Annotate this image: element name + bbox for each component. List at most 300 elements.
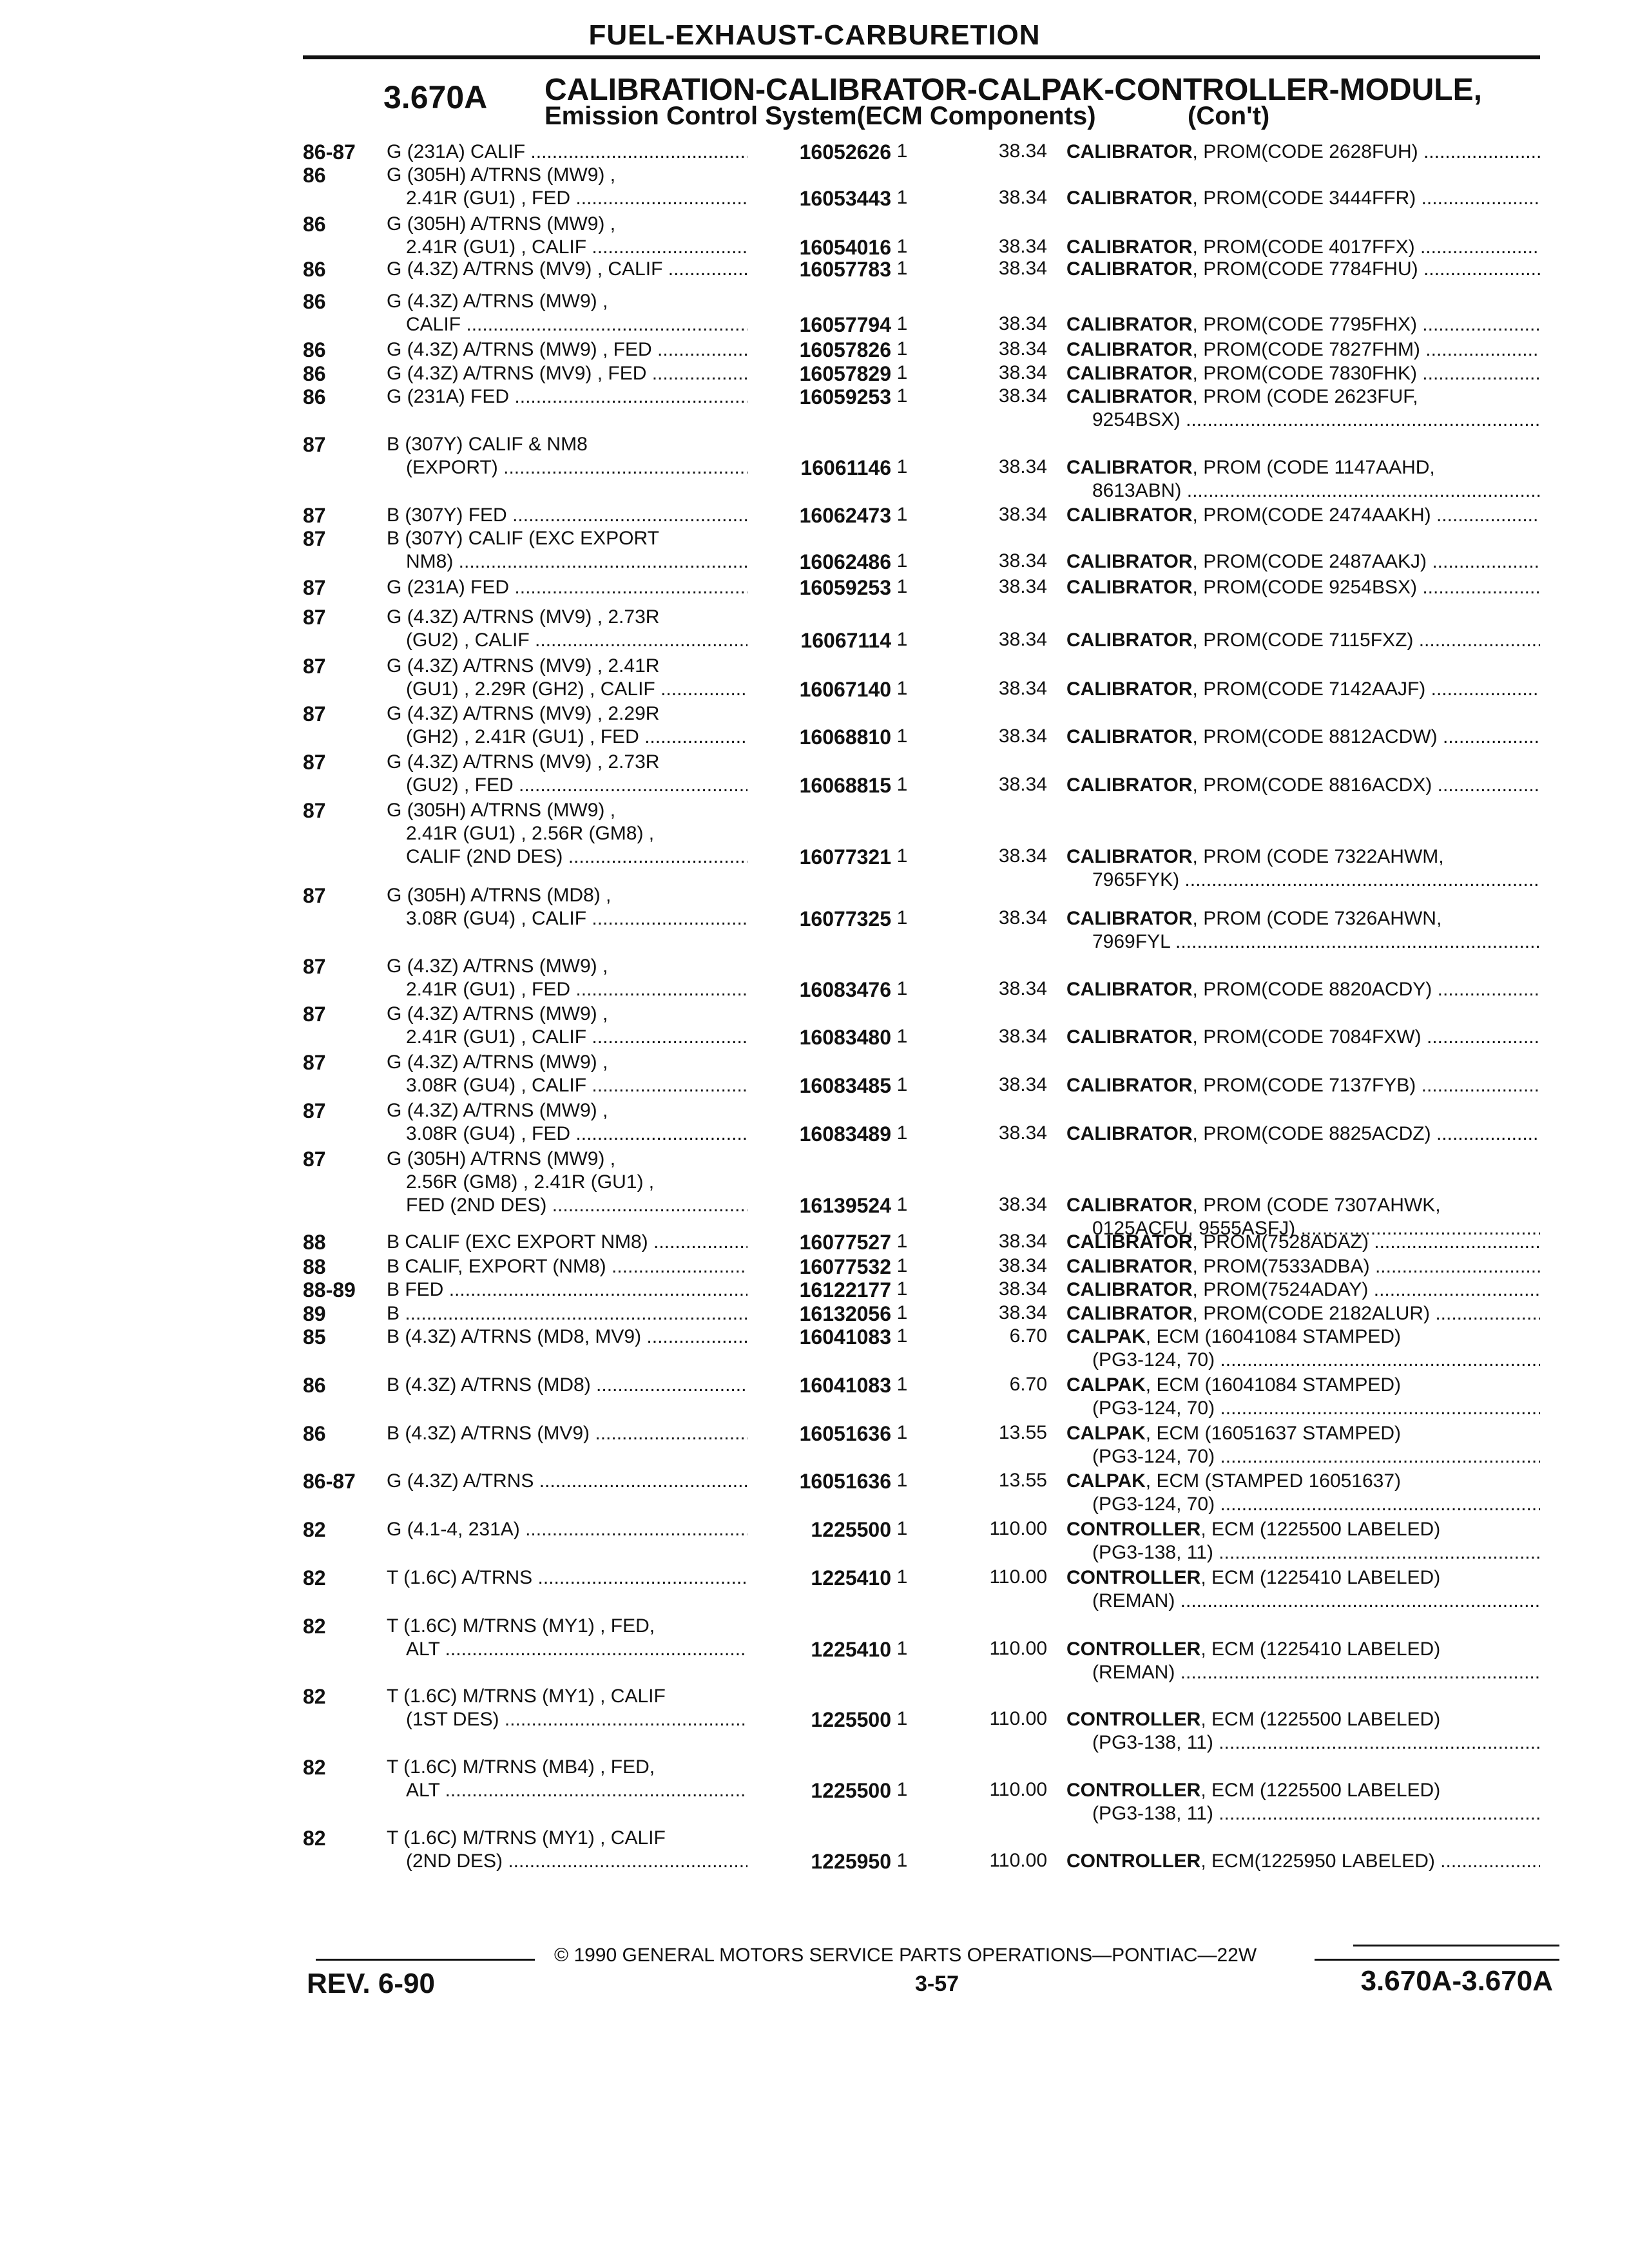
part-number: 16051636: [799, 1470, 891, 1493]
part-name-line: (PG3-138, 11) .....: [1066, 1541, 1540, 1564]
model-year: 86: [303, 164, 326, 187]
part-name: [1066, 678, 1540, 701]
application-description: [387, 1325, 747, 1349]
description-line: ALT .....: [387, 1638, 747, 1661]
part-name: [1066, 362, 1540, 385]
part-name-line: CALPAK, ECM (16051637 STAMPED): [1066, 1423, 1402, 1444]
part-number: 16053443: [799, 187, 891, 210]
quantity: 1: [896, 1638, 908, 1659]
description-line: G (231A) FED .....: [387, 576, 747, 599]
model-year: 86: [303, 213, 326, 236]
part-name: [1066, 1255, 1540, 1278]
model-year: 86: [303, 258, 326, 281]
model-year: 87: [303, 955, 326, 978]
model-year: 82: [303, 1566, 326, 1590]
description-line: 2.41R (GU1) , CALIF .....: [387, 1026, 747, 1049]
description-line: 2.41R (GU1) , 2.56R (GM8) ,: [406, 823, 655, 844]
application-description: [387, 955, 747, 1001]
description-line: G (305H) A/TRNS (MW9) ,: [387, 1148, 616, 1169]
description-line: G (4.3Z) A/TRNS (MV9) , 2.73R: [387, 751, 660, 773]
part-name: [1066, 629, 1540, 652]
part-number: 16052626: [799, 140, 891, 164]
quantity: 1: [896, 1026, 908, 1047]
part-name-line: (REMAN) .....: [1066, 1661, 1540, 1684]
description-line: G (231A) FED .....: [387, 385, 747, 408]
part-name-line: (REMAN) .....: [1066, 1590, 1540, 1613]
part-name-line: CONTROLLER, ECM (1225500 LABELED): [1066, 1780, 1441, 1801]
description-line: G (4.1-4, 231A) .....: [387, 1518, 747, 1541]
application-description: [387, 258, 747, 281]
price: 110.00: [989, 1638, 1047, 1659]
part-name-bold: CALIBRATOR: [1066, 774, 1193, 796]
section-number: 3.670A: [383, 79, 488, 115]
price: 38.34: [998, 1231, 1047, 1252]
part-name-line: CALIBRATOR, PROM(CODE 2182ALUR) .....: [1066, 1302, 1540, 1325]
part-name-line: CALIBRATOR, PROM(CODE 7137FYB) .....: [1066, 1074, 1540, 1097]
part-name-line: CALIBRATOR, PROM(CODE 7084FXW) .....: [1066, 1026, 1540, 1049]
description-line: G (4.3Z) A/TRNS .....: [387, 1470, 747, 1493]
description-line: (EXPORT) .....: [387, 456, 747, 479]
part-name-bold: CALIBRATOR: [1066, 386, 1193, 407]
part-name-line: CALIBRATOR, PROM(7533ADBA) .....: [1066, 1255, 1540, 1278]
application-description: [387, 1685, 747, 1731]
application-description: [387, 338, 747, 361]
part-name-line: 7965FYK) .....: [1066, 869, 1540, 892]
part-name-bold: CALIBRATOR: [1066, 1026, 1193, 1048]
description-line: B (307Y) CALIF & NM8: [387, 434, 588, 455]
part-number: 16061146: [800, 456, 891, 479]
part-name-line: CALIBRATOR, PROM (CODE 1147AAHD,: [1066, 457, 1435, 478]
price: 6.70: [1009, 1374, 1047, 1395]
application-description: [387, 1374, 747, 1397]
part-name: [1066, 1026, 1540, 1049]
model-year: 82: [303, 1615, 326, 1638]
part-number: 16057829: [799, 362, 891, 385]
application-description: [387, 1422, 747, 1445]
part-name-line: CALIBRATOR, PROM(CODE 3444FFR) .....: [1066, 187, 1540, 210]
part-name-bold: CALIBRATOR: [1066, 187, 1193, 209]
part-number: 16057783: [799, 258, 891, 281]
part-name-line: CONTROLLER, ECM (1225410 LABELED): [1066, 1567, 1441, 1588]
description-line: 3.08R (GU4) , FED .....: [387, 1122, 747, 1146]
part-name-line: (PG3-138, 11) .....: [1066, 1731, 1540, 1754]
description-line: B (4.3Z) A/TRNS (MD8) .....: [387, 1374, 747, 1397]
description-line: (GU1) , 2.29R (GH2) , CALIF .....: [387, 678, 747, 701]
price: 38.34: [998, 236, 1047, 257]
quantity: 1: [896, 258, 908, 279]
description-line: B FED .....: [387, 1278, 747, 1302]
part-number: 16083489: [799, 1122, 891, 1146]
price: 110.00: [989, 1708, 1047, 1729]
price: 38.34: [998, 678, 1047, 699]
quantity: 1: [896, 338, 908, 360]
part-number: 16083485: [799, 1074, 891, 1097]
price: 110.00: [989, 1850, 1047, 1871]
part-name: [1066, 1325, 1540, 1372]
model-year: 85: [303, 1325, 326, 1349]
part-name-bold: CALPAK: [1066, 1470, 1146, 1492]
part-number: 16054016: [799, 236, 891, 259]
model-year: 86: [303, 290, 326, 313]
part-name-bold: CALIBRATOR: [1066, 1123, 1193, 1144]
application-description: [387, 576, 747, 599]
price: 38.34: [998, 550, 1047, 572]
application-description: [387, 1003, 747, 1049]
part-name: [1066, 1850, 1540, 1873]
part-name-line: CALIBRATOR, PROM(CODE 7142AAJF) .....: [1066, 678, 1540, 701]
application-description: [387, 1756, 747, 1802]
price: 38.34: [998, 1302, 1047, 1323]
part-name: [1066, 1374, 1540, 1420]
quantity: 1: [896, 362, 908, 383]
part-number: 16083480: [799, 1026, 891, 1049]
price: 38.34: [998, 1122, 1047, 1144]
quantity: 1: [896, 1122, 908, 1144]
quantity: 1: [896, 504, 908, 525]
part-number: 1225500: [811, 1779, 891, 1802]
part-name: [1066, 550, 1540, 573]
application-description: [387, 1099, 747, 1146]
model-year: 86: [303, 1374, 326, 1397]
quantity: 1: [896, 907, 908, 928]
price: 110.00: [989, 1566, 1047, 1588]
description-line: T (1.6C) M/TRNS (MB4) , FED,: [387, 1756, 655, 1778]
application-description: [387, 140, 747, 164]
part-name-bold: CONTROLLER: [1066, 1850, 1201, 1872]
part-number: 16083476: [799, 978, 891, 1001]
part-name: [1066, 907, 1540, 954]
model-year: 87: [303, 884, 326, 907]
description-line: FED (2ND DES) .....: [387, 1194, 747, 1217]
price: 38.34: [998, 907, 1047, 928]
part-number: 16077321: [799, 845, 891, 869]
part-name: [1066, 845, 1540, 892]
part-name-bold: CALIBRATOR: [1066, 577, 1193, 598]
part-name: [1066, 456, 1540, 503]
part-number: 16051636: [799, 1422, 891, 1445]
application-description: [387, 213, 747, 259]
price: 110.00: [989, 1518, 1047, 1539]
part-name-line: CALIBRATOR, PROM (CODE 7326AHWN,: [1066, 908, 1442, 929]
part-number: 1225410: [811, 1638, 891, 1661]
description-line: G (305H) A/TRNS (MW9) ,: [387, 213, 616, 235]
part-name-line: CALIBRATOR, PROM(CODE 2474AAKH) .....: [1066, 504, 1540, 527]
model-year: 88: [303, 1231, 326, 1254]
application-description: [387, 1566, 747, 1590]
quantity: 1: [896, 1302, 908, 1323]
price: 38.34: [998, 362, 1047, 383]
description-line: T (1.6C) M/TRNS (MY1) , CALIF: [387, 1686, 666, 1707]
description-line: B .....: [387, 1302, 747, 1325]
application-description: [387, 1231, 747, 1254]
model-year: 87: [303, 606, 326, 629]
part-name-line: (PG3-138, 11) .....: [1066, 1802, 1540, 1825]
application-description: [387, 1302, 747, 1325]
description-line: G (305H) A/TRNS (MD8) ,: [387, 885, 612, 906]
description-line: T (1.6C) M/TRNS (MY1) , FED,: [387, 1615, 655, 1637]
part-number: 16067140: [799, 678, 891, 701]
part-name-line: CALIBRATOR, PROM(CODE 2487AAKJ) .....: [1066, 550, 1540, 573]
part-number: 16132056: [799, 1302, 891, 1325]
part-number: 16068810: [799, 726, 891, 749]
part-name: [1066, 1779, 1540, 1825]
part-name-bold: CALPAK: [1066, 1374, 1146, 1396]
application-description: [387, 504, 747, 527]
application-description: [387, 884, 747, 930]
section-subtitle: Emission Control System(ECM Components): [545, 102, 1096, 130]
quantity: 1: [896, 456, 908, 477]
description-line: B (307Y) CALIF (EXC EXPORT: [387, 528, 659, 549]
part-name-line: CALIBRATOR, PROM(CODE 4017FFX) .....: [1066, 236, 1540, 259]
description-line: G (231A) CALIF .....: [387, 140, 747, 164]
part-name-bold: CALPAK: [1066, 1423, 1146, 1444]
part-number: 16139524: [799, 1194, 891, 1217]
footer-rule-right: [1353, 1945, 1559, 1946]
part-number: 16077532: [799, 1255, 891, 1278]
price: 38.34: [998, 1194, 1047, 1215]
part-name-line: CALIBRATOR, PROM (CODE 2623FUF,: [1066, 386, 1418, 407]
part-name-line: (PG3-124, 70) .....: [1066, 1397, 1540, 1420]
application-description: [387, 433, 747, 479]
part-name-line: CONTROLLER, ECM (1225500 LABELED): [1066, 1709, 1441, 1730]
part-name-line: CALIBRATOR, PROM(CODE 7827FHM) .....: [1066, 338, 1540, 361]
part-name-bold: CALIBRATOR: [1066, 363, 1193, 384]
price: 38.34: [998, 258, 1047, 279]
quantity: 1: [896, 978, 908, 999]
quantity: 1: [896, 1470, 908, 1491]
quantity: 1: [896, 576, 908, 597]
price: 38.34: [998, 1026, 1047, 1047]
price: 38.34: [998, 385, 1047, 407]
part-number: 16122177: [799, 1278, 891, 1302]
part-name-line: CALPAK, ECM (16041084 STAMPED): [1066, 1326, 1402, 1347]
footer-revision: REV. 6-90: [307, 1968, 435, 1999]
application-description: [387, 1051, 747, 1097]
quantity: 1: [896, 550, 908, 572]
description-line: T (1.6C) A/TRNS .....: [387, 1566, 747, 1590]
application-description: [387, 1148, 747, 1217]
part-name-line: CALIBRATOR, PROM(CODE 8812ACDW) .....: [1066, 726, 1540, 749]
part-name: [1066, 1566, 1540, 1613]
part-number: 1225500: [811, 1708, 891, 1731]
model-year: 86: [303, 338, 326, 361]
description-line: G (4.3Z) A/TRNS (MW9) ,: [387, 956, 608, 977]
part-name-line: CALIBRATOR, PROM(CODE 7115FXZ) .....: [1066, 629, 1540, 652]
description-line: G (305H) A/TRNS (MW9) ,: [387, 800, 616, 821]
part-name-line: CALIBRATOR, PROM(CODE 7795FHX) .....: [1066, 313, 1540, 336]
price: 38.34: [998, 456, 1047, 477]
part-name-bold: CALIBRATOR: [1066, 141, 1193, 162]
footer-rule-left: [316, 1959, 535, 1961]
price: 38.34: [998, 576, 1047, 597]
quantity: 1: [896, 1255, 908, 1276]
part-name: [1066, 187, 1540, 210]
part-name: [1066, 978, 1540, 1001]
model-year: 82: [303, 1756, 326, 1779]
part-name-line: CALIBRATOR, PROM(CODE 9254BSX) .....: [1066, 576, 1540, 599]
description-line: B (307Y) FED .....: [387, 504, 747, 527]
part-name: [1066, 1470, 1540, 1516]
part-name-line: CALIBRATOR, PROM(CODE 2628FUH) .....: [1066, 140, 1540, 164]
application-description: [387, 655, 747, 701]
quantity: 1: [896, 774, 908, 795]
model-year: 82: [303, 1518, 326, 1541]
quantity: 1: [896, 1194, 908, 1215]
description-line: T (1.6C) M/TRNS (MY1) , CALIF: [387, 1827, 666, 1849]
part-name-line: CONTROLLER, ECM(1225950 LABELED) .....: [1066, 1850, 1540, 1873]
model-year: 87: [303, 527, 326, 550]
model-year: 89: [303, 1302, 326, 1325]
part-name-bold: CALIBRATOR: [1066, 339, 1193, 360]
description-line: NM8) .....: [387, 550, 747, 573]
model-year: 87: [303, 799, 326, 822]
section-continued: (Con't): [1188, 102, 1270, 130]
footer-rule-right-lower: [1315, 1959, 1559, 1961]
quantity: 1: [896, 187, 908, 208]
price: 110.00: [989, 1779, 1047, 1800]
price: 38.34: [998, 187, 1047, 208]
description-line: G (4.3Z) A/TRNS (MW9) ,: [387, 1100, 608, 1121]
part-number: 16062473: [799, 504, 891, 527]
model-year: 87: [303, 1051, 326, 1074]
quantity: 1: [896, 1422, 908, 1443]
part-name-bold: CALIBRATOR: [1066, 979, 1193, 1000]
description-line: 3.08R (GU4) , CALIF .....: [387, 1074, 747, 1097]
part-name: [1066, 258, 1540, 281]
part-name: [1066, 1518, 1540, 1564]
part-name-line: CONTROLLER, ECM (1225500 LABELED): [1066, 1519, 1441, 1540]
part-number: 1225950: [811, 1850, 891, 1873]
price: 38.34: [998, 1074, 1047, 1095]
quantity: 1: [896, 1374, 908, 1395]
part-name-bold: CALIBRATOR: [1066, 1256, 1193, 1277]
application-description: [387, 1827, 747, 1873]
price: 13.55: [998, 1470, 1047, 1491]
part-name: [1066, 1638, 1540, 1684]
part-name-bold: CALIBRATOR: [1066, 726, 1193, 747]
application-description: [387, 702, 747, 749]
part-name: [1066, 774, 1540, 797]
description-line: (GH2) , 2.41R (GU1) , FED .....: [387, 726, 747, 749]
description-line: (1ST DES) .....: [387, 1708, 747, 1731]
quantity: 1: [896, 1074, 908, 1095]
part-name-line: CALIBRATOR, PROM(CODE 8816ACDX) .....: [1066, 774, 1540, 797]
application-description: [387, 606, 747, 652]
part-name-bold: CALIBRATOR: [1066, 457, 1193, 478]
part-name-line: (PG3-124, 70) .....: [1066, 1349, 1540, 1372]
price: 38.34: [998, 140, 1047, 162]
part-number: 16067114: [800, 629, 891, 652]
quantity: 1: [896, 1325, 908, 1347]
application-description: [387, 1470, 747, 1493]
description-line: 2.41R (GU1) , FED .....: [387, 978, 747, 1001]
part-name-bold: CALIBRATOR: [1066, 1279, 1193, 1300]
model-year: 82: [303, 1685, 326, 1708]
part-name-line: 8613ABN) .....: [1066, 479, 1540, 503]
part-name-bold: CALPAK: [1066, 1326, 1146, 1347]
part-number: 16041083: [799, 1325, 891, 1349]
description-line: G (4.3Z) A/TRNS (MW9) ,: [387, 1003, 608, 1024]
application-description: [387, 385, 747, 408]
part-name-bold: CALIBRATOR: [1066, 846, 1193, 867]
description-line: 3.08R (GU4) , CALIF .....: [387, 907, 747, 930]
part-name-bold: CALIBRATOR: [1066, 1075, 1193, 1096]
model-year: 86: [303, 1422, 326, 1445]
price: 38.34: [998, 338, 1047, 360]
footer-copyright: © 1990 GENERAL MOTORS SERVICE PARTS OPERATIONS—PONTIAC—22W: [554, 1945, 1257, 1966]
description-line: G (4.3Z) A/TRNS (MV9) , 2.41R: [387, 655, 660, 677]
part-name-bold: CALIBRATOR: [1066, 505, 1193, 526]
description-line: G (4.3Z) A/TRNS (MW9) ,: [387, 1052, 608, 1073]
part-name-line: 9254BSX) .....: [1066, 408, 1540, 432]
quantity: 1: [896, 1566, 908, 1588]
model-year: 87: [303, 433, 326, 456]
description-line: CALIF (2ND DES) .....: [387, 845, 747, 869]
model-year: 87: [303, 751, 326, 774]
description-line: CALIF .....: [387, 313, 747, 336]
application-description: [387, 527, 747, 573]
part-number: 1225500: [811, 1518, 891, 1541]
footer-section-ref: 3.670A-3.670A: [1360, 1965, 1553, 1997]
section-title: CALIBRATION-CALIBRATOR-CALPAK-CONTROLLER-MODULE,: [545, 73, 1482, 107]
application-description: [387, 799, 747, 869]
application-description: [387, 1518, 747, 1541]
part-name: [1066, 1074, 1540, 1097]
part-name-bold: CONTROLLER: [1066, 1709, 1201, 1730]
quantity: 1: [896, 1231, 908, 1252]
part-name-line: CALIBRATOR, PROM(CODE 8825ACDZ) .....: [1066, 1122, 1540, 1146]
model-year: 87: [303, 702, 326, 726]
part-name-line: CALIBRATOR, PROM(7524ADAY) .....: [1066, 1278, 1540, 1302]
description-line: 2.56R (GM8) , 2.41R (GU1) ,: [406, 1171, 655, 1193]
part-number: 16041083: [799, 1374, 891, 1397]
part-name: [1066, 313, 1540, 336]
model-year: 86-87: [303, 140, 356, 164]
part-name: [1066, 576, 1540, 599]
description-line: B (4.3Z) A/TRNS (MD8, MV9) .....: [387, 1325, 747, 1349]
part-name-line: CALIBRATOR, PROM(CODE 8820ACDY) .....: [1066, 978, 1540, 1001]
part-name-line: CONTROLLER, ECM (1225410 LABELED): [1066, 1639, 1441, 1660]
description-line: G (4.3Z) A/TRNS (MV9) , 2.29R: [387, 703, 660, 724]
part-name-line: (PG3-124, 70) .....: [1066, 1493, 1540, 1516]
price: 38.34: [998, 978, 1047, 999]
description-line: ALT .....: [387, 1779, 747, 1802]
part-name-line: CALIBRATOR, PROM(7528ADAZ) .....: [1066, 1231, 1540, 1254]
description-line: G (305H) A/TRNS (MW9) ,: [387, 164, 616, 186]
quantity: 1: [896, 140, 908, 162]
quantity: 1: [896, 1779, 908, 1800]
part-name: [1066, 1708, 1540, 1754]
description-line: B CALIF (EXC EXPORT NM8) .....: [387, 1231, 747, 1254]
part-name: [1066, 338, 1540, 361]
model-year: 88: [303, 1255, 326, 1278]
description-line: (2ND DES) .....: [387, 1850, 747, 1873]
part-number: 16077325: [799, 907, 891, 930]
part-name: [1066, 1302, 1540, 1325]
part-name-bold: CALIBRATOR: [1066, 236, 1193, 258]
quantity: 1: [896, 236, 908, 257]
price: 6.70: [1009, 1325, 1047, 1347]
quantity: 1: [896, 726, 908, 747]
part-name-line: (PG3-124, 70) .....: [1066, 1445, 1540, 1468]
part-number: 1225410: [811, 1566, 891, 1590]
part-name-line: CALIBRATOR, PROM(CODE 7830FHK) .....: [1066, 362, 1540, 385]
part-name-bold: CALIBRATOR: [1066, 678, 1193, 700]
part-number: 16077527: [799, 1231, 891, 1254]
model-year: 87: [303, 576, 326, 599]
part-number: 16059253: [799, 576, 891, 599]
part-name: [1066, 140, 1540, 164]
